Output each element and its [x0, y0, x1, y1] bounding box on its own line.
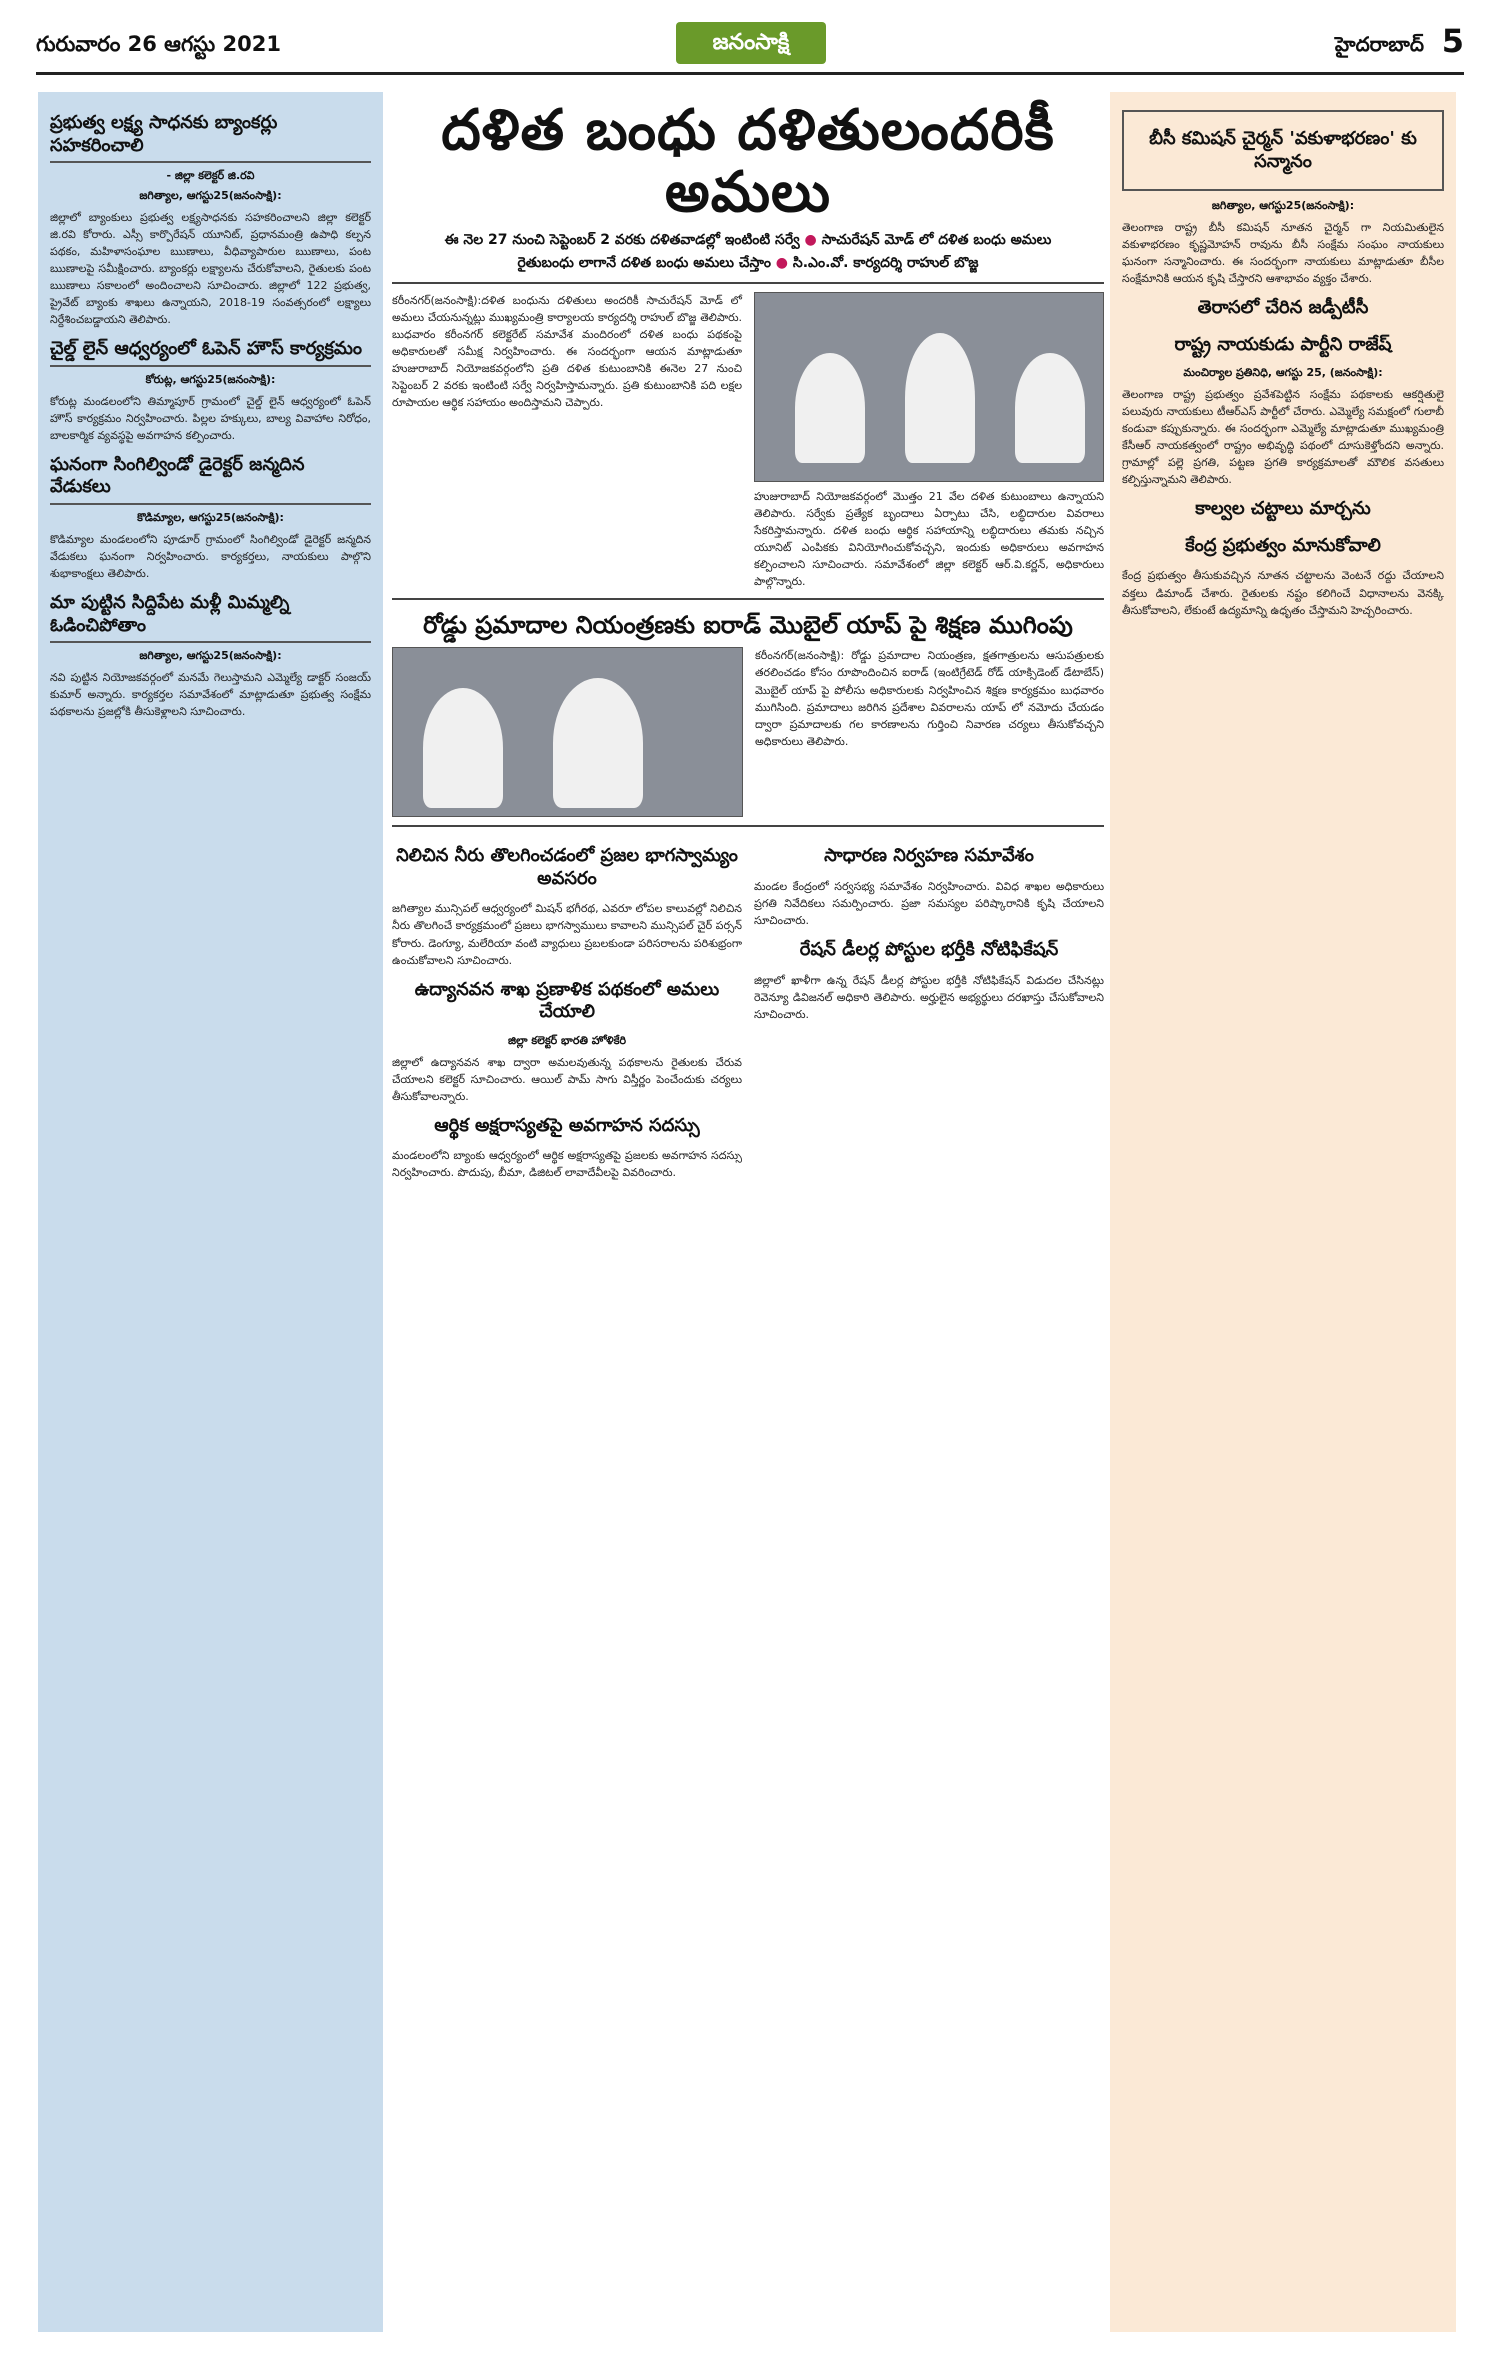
- divider: [392, 598, 1104, 600]
- article-4-body: జిల్లాలో ఉద్యానవన శాఖ ద్వారా అమలవుతున్న పథకాలను రైతులకు చేరువ చేయాలని కలెక్టర్ సూచించారు. ఆయిల్ పామ్ సాగు విస్తీర్ణం పెంచేందుకు చర్యలు తీసుకోవాలన్నారు.: [392, 1055, 742, 1103]
- right-column: [1110, 92, 1456, 2332]
- left-article-3-headline: ఘనంగా సింగిల్విండో డైరెక్టర్ జన్మదిన వేడుకలు: [50, 454, 371, 505]
- lead-body-2: హుజురాబాద్ నియోజకవర్గంలో మొత్తం 21 వేల దళిత కుటుంబాలు ఉన్నాయని తెలిపారు. సర్వేకు ప్రత్యేక బృందాలు ఏర్పాటు చేసి, లబ్ధిదారుల వివరాలు సేకరిస్తామన్నారు. దళిత బంధు ఆర్థిక సహాయాన్ని లబ్ధిదారులు తమకు నచ్చిన యూనిట్ ఎంపికకు వినియోగించుకోవచ్చని, ఇందుకు అధికారులు అవగాహన కల్పించాలని సూచించారు. సమావేశంలో జిల్లా కలెక్టర్ ఆర్.వి.కర్ణన్, అధికారులు పాల్గొన్నారు.: [754, 489, 1104, 589]
- lower-section: [392, 835, 1104, 1181]
- divider: [392, 282, 1104, 284]
- edition-city: హైదరాబాద్: [1334, 32, 1424, 56]
- lead-sub-3: రైతుబంధు లాగానే దళిత బంధు అమలు చేస్తాం: [517, 254, 771, 271]
- right-article-3-kicker: కాల్వల చట్టాలు మార్చను: [1195, 498, 1371, 520]
- article-2: [392, 647, 1104, 817]
- left-article-1-body: జిల్లాలో బ్యాంకులు ప్రభుత్వ లక్ష్యసాధనకు సహకరించాలని జిల్లా కలెక్టర్ జి.రవి కోరారు. ఎస్సీ కార్పొరేషన్ యూనిట్, ప్రధానమంత్రి ఉపాధి కల్పన పథకం, మహిళాసంఘాల ఋణాలు, వీధివ్యాపారుల ఋణాలు, పంట ఋణాలపై సమీక్షించారు. బ్యాంకర్లు లక్ష్యాలను చేరుకోవాలని, రైతులకు పంట ఋణాలు సకాలంలో అందించాలని సూచించారు. జిల్లాలో 122 ప్రభుత్వ, ప్రైవేట్ బ్యాంకు శాఖలు ఉన్నాయని, 2018-19 సంవత్సరంలో లక్ష్యాలు నిర్దేశించబడ్డాయని తెలిపారు.: [50, 211, 371, 327]
- left-article-3-dateline: కొడిమ్యాల, ఆగస్టు25(జనంసాక్షి):: [137, 510, 284, 524]
- lead-sub-4: సి.ఎం.వో. కార్యదర్శి రాహుల్ బొజ్జ: [792, 254, 979, 271]
- page-number: 5: [1441, 22, 1464, 60]
- divider: [392, 825, 1104, 827]
- article-4-sub: జిల్లా కలెక్టర్ భారతి హోళికేరి: [508, 1033, 626, 1047]
- article-7-headline: రేషన్ డీలర్ల పోస్టుల భర్తీకి నోటిఫికేషన్: [799, 939, 1059, 961]
- lead-headline: దళిత బంధు దళితులందరికీ అమలు: [441, 98, 1055, 225]
- right-article-2-headline: రాష్ట్ర నాయకుడు పార్టీని రాజేష్: [1174, 333, 1392, 355]
- article-4-headline: ఉద్యానవన శాఖ ప్రణాళిక పథకంలో అమలు చేయాలి: [414, 978, 720, 1023]
- left-article-4-dateline: జగిత్యాల, ఆగస్టు25(జనంసాక్షి):: [139, 649, 282, 663]
- article-6-body: మండల కేంద్రంలో సర్వసభ్య సమావేశం నిర్వహించారు. వివిధ శాఖల అధికారులు ప్రగతి నివేదికలు సమర్పించారు. ప్రజా సమస్యల పరిష్కారానికి కృషి చేయాలని సూచించారు.: [754, 879, 1104, 928]
- brand-logo: జనంసాక్షి: [676, 22, 826, 64]
- right-article-1-body: తెలంగాణ రాష్ట్ర బీసీ కమిషన్ నూతన చైర్మన్ గా నియమితులైన వకుళాభరణం కృష్ణమోహన్ రావును బీసీ సంక్షేమ సంఘం నాయకులు ఘనంగా సన్మానించారు. ఈ సందర్భంగా నాయకులు మాట్లాడుతూ బీసీల సంక్షేమానికి ఆయన కృషి చేస్తారని ఆశాభావం వ్యక్తం చేశారు.: [1122, 221, 1444, 286]
- lead-sub-2: సాచురేషన్ మోడ్ లో దళిత బంధు అమలు: [821, 232, 1052, 249]
- article-6-headline: సాధారణ నిర్వహణ సమావేశం: [824, 845, 1034, 867]
- left-article-1-dateline: జగిత్యాల, ఆగస్టు25(జనంసాక్షి):: [139, 189, 282, 202]
- left-article-4-body: నవి పుట్టిన నియోజకవర్గంలో మనమే గెలుస్తామని ఎమ్మెల్యే డాక్టర్ సంజయ్ కుమార్ అన్నారు. కార్యకర్తల సమావేశంలో మాట్లాడుతూ ప్రభుత్వ సంక్షేమ పథకాలను ప్రజల్లోకి తీసుకెళ్లాలని సూచించారు.: [50, 671, 371, 719]
- left-article-4-headline: మా పుట్టిన సిద్దిపేట మళ్లీ మిమ్మల్ని ఓడించిపోతాం: [50, 592, 371, 643]
- right-article-1-dateline: జగిత్యాల, ఆగస్టు25(జనంసాక్షి):: [1211, 199, 1355, 212]
- right-article-2-body: తెలంగాణ రాష్ట్ర ప్రభుత్వం ప్రవేశపెట్టిన సంక్షేమ పథకాలకు ఆకర్షితులై పలువురు నాయకులు టీఆర్ఎస్ పార్టీలో చేరారు. ఎమ్మెల్యే సమక్షంలో గులాబీ కండువా కప్పుకున్నారు. ఈ సందర్భంగా ఎమ్మెల్యే మాట్లాడుతూ ముఖ్యమంత్రి కేసీఆర్ నాయకత్వంలో రాష్ట్రం అభివృద్ధి పథంలో దూసుకెళ్తోందని అన్నారు. గ్రామాల్లో పల్లె ప్రగతి, పట్టణ ప్రగతి కార్యక్రమాలతో మౌలిక వసతులు కల్పిస్తున్నామని తెలిపారు.: [1122, 388, 1444, 487]
- article-2-body: కరీంనగర్(జనంసాక్షి): రోడ్డు ప్రమాదాల నియంత్రణ, క్షతగాత్రులను ఆసుపత్రులకు తరలించడం కోసం రూపొందించిన ఐరాడ్ (ఇంటిగ్రేటెడ్ రోడ్ యాక్సిడెంట్ డేటాబేస్) మొబైల్ యాప్ పై పోలీసు అధికారులకు నిర్వహించిన శిక్షణ కార్యక్రమం బుధవారం ముగిసింది. ప్రమాదాలు జరిగిన ప్రదేశాల వివరాలను యాప్ లో నమోదు చేయడం ద్వారా ప్రమాదాలకు గల కారణాలను గుర్తించి నివారణ చర్యలు తీసుకోవచ్చని అధికారులు తెలిపారు.: [755, 649, 1104, 748]
- issue-date: గురువారం 26 ఆగస్టు 2021: [36, 32, 281, 56]
- left-column: [38, 92, 383, 2332]
- left-article-1-sub: - జిల్లా కలెక్టర్ జి.రవి: [166, 169, 255, 182]
- lead-subheadlines: [392, 229, 1104, 274]
- right-article-3-body: కేంద్ర ప్రభుత్వం తీసుకువచ్చిన నూతన చట్టాలను వెంటనే రద్దు చేయాలని వక్తలు డిమాండ్ చేశారు. రైతులకు నష్టం కలిగించే విధానాలను వెనక్కి తీసుకోవాలని, లేకుంటే ఉద్యమాన్ని ఉధృతం చేస్తామని హెచ్చరించారు.: [1122, 569, 1444, 617]
- left-article-1-headline: ప్రభుత్వ లక్ష్య సాధనకు బ్యాంకర్లు సహకరించాలి: [50, 112, 371, 163]
- left-article-2-headline: చైల్డ్ లైన్ ఆధ్వర్యంలో ఓపెన్ హౌస్ కార్యక్రమం: [50, 338, 371, 367]
- bullet-icon: ●: [775, 254, 793, 271]
- left-article-2-body: కోరుట్ల మండలంలోని తిమ్మాపూర్ గ్రామంలో చైల్డ్ లైన్ ఆధ్వర్యంలో ఓపెన్ హౌస్ కార్యక్రమం నిర్వహించారు. పిల్లల హక్కులు, బాల్య వివాహాల నిరోధం, బాలకార్మిక వ్యవస్థపై అవగాహన కల్పించారు.: [50, 394, 371, 442]
- lead-article: [392, 292, 1104, 590]
- right-article-3-headline: కేంద్ర ప్రభుత్వం మానుకోవాలి: [1185, 534, 1381, 556]
- lead-photo: [754, 292, 1104, 482]
- right-article-1-headline: బీసీ కమిషన్ చైర్మన్ 'వకుళాభరణం' కు సన్మానం: [1149, 128, 1417, 172]
- center-column: [392, 92, 1104, 2332]
- article-5-body: మండలంలోని బ్యాంకు ఆధ్వర్యంలో ఆర్థిక అక్షరాస్యతపై ప్రజలకు అవగాహన సదస్సు నిర్వహించారు. పొదుపు, బీమా, డిజిటల్ లావాదేవీలపై వివరించారు.: [392, 1149, 742, 1180]
- article-3-body: జగిత్యాల మున్సిపల్ ఆధ్వర్యంలో మిషన్ భగీరథ, ఎవరూ లోపల కాలువల్లో నిలిచిన నీరు తొలగించే కార్యక్రమంలో ప్రజలు భాగస్వాములు కావాలని మున్సిపల్ చైర్ పర్సన్ కోరారు. డెంగ్యూ, మలేరియా వంటి వ్యాధులు ప్రబలకుండా పరిసరాలను పరిశుభ్రంగా ఉంచుకోవాలని సూచించారు.: [392, 902, 742, 967]
- bullet-icon: ●: [804, 232, 822, 249]
- article-2-headline: రోడ్డు ప్రమాదాల నియంత్రణకు ఐరాడ్ మొబైల్ యాప్ పై శిక్షణ ముగింపు: [423, 611, 1073, 640]
- masthead: [36, 18, 1464, 70]
- right-article-2-dateline: మంచిర్యాల ప్రతినిధి, ఆగస్టు 25, (జనంసాక్షి):: [1183, 366, 1383, 380]
- masthead-rule: [36, 72, 1464, 75]
- article-7-body: జిల్లాలో ఖాళీగా ఉన్న రేషన్ డీలర్ల పోస్టుల భర్తీకి నోటిఫికేషన్ విడుదల చేసినట్లు రెవెన్యూ డివిజనల్ అధికారి తెలిపారు. అర్హులైన అభ్యర్థులు దరఖాస్తు చేసుకోవాలని సూచించారు.: [754, 973, 1104, 1021]
- left-article-3-body: కొడిమ్యాల మండలంలోని పూడూర్ గ్రామంలో సింగిల్విండో డైరెక్టర్ జన్మదిన వేడుకలు ఘనంగా నిర్వహించారు. కార్యకర్తలు, నాయకులు పాల్గొని శుభాకాంక్షలు తెలిపారు.: [50, 532, 371, 581]
- lead-sub-1: ఈ నెల 27 నుంచి సెప్టెంబర్ 2 వరకు దళితవాడల్లో ఇంటింటి సర్వే: [444, 232, 800, 249]
- lead-body: కరీంనగర్(జనంసాక్షి):దళిత బంధును దళితులు అందరికీ సాచురేషన్ మోడ్ లో అమలు చేయనున్నట్లు ముఖ్యమంత్రి కార్యాలయ కార్యదర్శి రాహుల్ బొజ్జ తెలిపారు. బుధవారం కరీంనగర్ కలెక్టరేట్ సమావేశ మందిరంలో దళిత బంధు పథకంపై అధికారులతో సమీక్ష నిర్వహించారు. ఈ సందర్భంగా ఆయన మాట్లాడుతూ హుజురాబాద్ నియోజకవర్గంలోని ప్రతి దళిత కుటుంబానికి ఈనెల 27 నుంచి సెప్టెంబర్ 2 వరకు ఇంటింటి సర్వే నిర్వహిస్తామన్నారు. ప్రతి కుటుంబానికి పది లక్షల రూపాయల ఆర్థిక సహాయం అందిస్తామని చెప్పారు.: [392, 293, 742, 410]
- left-article-2-dateline: కోరుట్ల, ఆగస్టు25(జనంసాక్షి):: [145, 372, 276, 386]
- article-3-headline: నిలిచిన నీరు తొలగించడంలో ప్రజల భాగస్వామ్యం అవసరం: [396, 845, 738, 889]
- article-2-photo: [392, 647, 743, 817]
- right-article-2-kicker: తెరాసలో చేరిన జడ్పీటీసీ: [1197, 297, 1369, 319]
- article-5-headline: ఆర్థిక అక్షరాస్యతపై అవగాహన సదస్సు: [434, 1114, 700, 1136]
- right-article-1: [1122, 110, 1444, 191]
